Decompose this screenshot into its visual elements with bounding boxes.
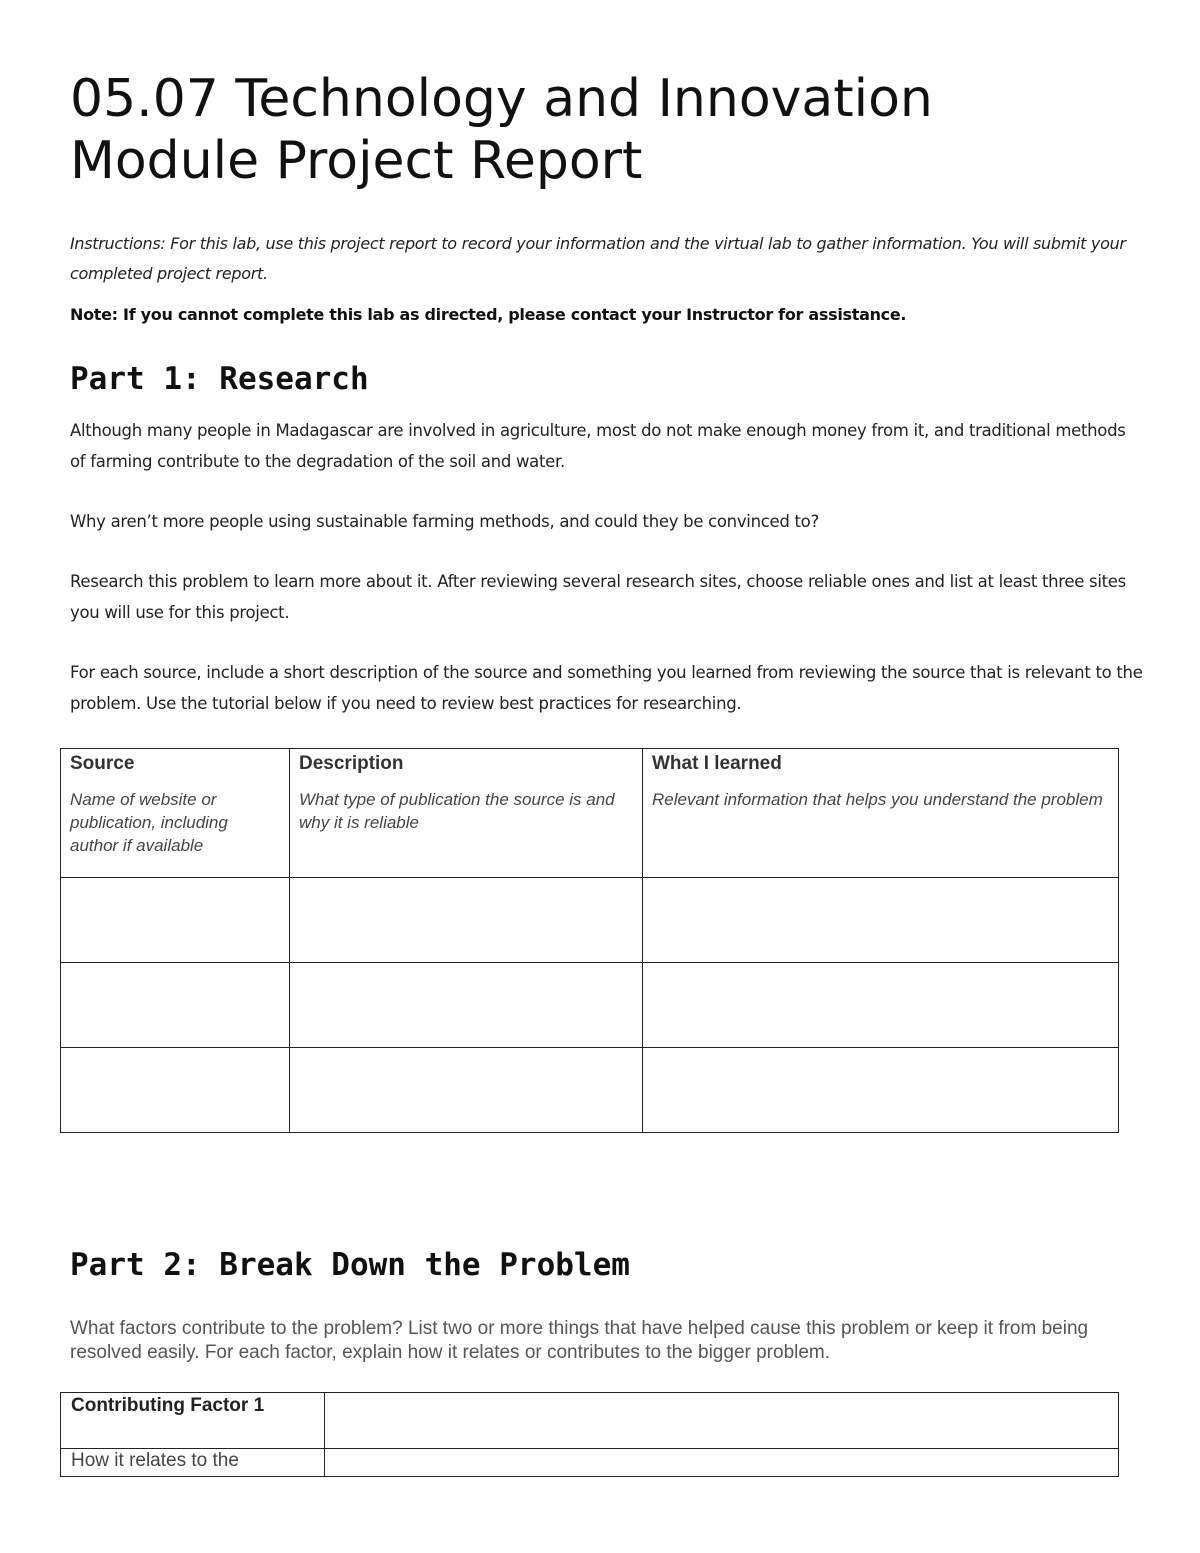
contributing-factor-label: Contributing Factor 1 xyxy=(71,1395,265,1416)
description-header-label: Description xyxy=(299,753,404,774)
description-cell[interactable] xyxy=(290,878,643,963)
table-row xyxy=(61,878,1119,963)
relates-answer-cell[interactable] xyxy=(325,1449,1119,1477)
source-header-hint: Name of website or publication, including author if available xyxy=(70,790,228,855)
description-header-hint: What type of publication the source is and why it is reliable xyxy=(299,790,615,832)
table-row xyxy=(61,1449,1119,1477)
instructions-text: Instructions: For this lab, use this project report to record your information and the virtual lab to gather information. You will submit your completed project report. xyxy=(70,234,1126,283)
description-cell[interactable] xyxy=(290,963,643,1048)
table-row xyxy=(61,963,1119,1048)
factor-answer-cell[interactable] xyxy=(325,1393,1119,1449)
learned-cell[interactable] xyxy=(643,1048,1119,1133)
title-line-2: Module Project Report xyxy=(70,131,643,191)
sources-table xyxy=(60,748,1119,1133)
description-cell[interactable] xyxy=(290,1048,643,1133)
learned-header-label: What I learned xyxy=(652,753,782,774)
part1-heading: Part 1: Research xyxy=(70,361,369,397)
table-row xyxy=(61,1393,1119,1449)
page-title xyxy=(70,68,1130,192)
part1-paragraph-3: Research this problem to learn more about it. After reviewing several research sites, choose reliable ones and list at least three sites you will use for this project. xyxy=(70,572,1126,622)
learned-column-header xyxy=(643,749,1119,878)
title-line-1: 05.07 Technology and Innovation xyxy=(70,69,933,129)
part1-paragraph-2: Why aren’t more people using sustainable farming methods, and could they be convinced to? xyxy=(70,512,819,531)
part2-instructions: What factors contribute to the problem? List two or more things that have helped cause this problem or keep it from being resolved easily. For each factor, explain how it relates or contributes to the bigger problem. xyxy=(70,1318,1089,1363)
source-cell[interactable] xyxy=(61,1048,290,1133)
source-column-header xyxy=(61,749,290,878)
source-cell[interactable] xyxy=(61,963,290,1048)
part1-paragraph-1: Although many people in Madagascar are involved in agriculture, most do not make enough money from it, and traditional methods of farming contribute to the degradation of the soil and water. xyxy=(70,421,1126,471)
part1-paragraph-4: For each source, include a short description of the source and something you learned from reviewing the source that is relevant to the problem. Use the tutorial below if you need to review best practices for researching. xyxy=(70,663,1143,713)
factors-table xyxy=(60,1392,1119,1477)
description-column-header xyxy=(290,749,643,878)
learned-cell[interactable] xyxy=(643,878,1119,963)
sources-table-header-row xyxy=(61,749,1119,878)
relates-label: How it relates to the xyxy=(71,1450,239,1471)
source-cell[interactable] xyxy=(61,878,290,963)
learned-cell[interactable] xyxy=(643,963,1119,1048)
table-row xyxy=(61,1048,1119,1133)
relates-label-cell xyxy=(61,1449,325,1477)
factor-label-cell xyxy=(61,1393,325,1449)
source-header-label: Source xyxy=(70,753,135,774)
part2-heading: Part 2: Break Down the Problem xyxy=(70,1247,630,1283)
note-text: Note: If you cannot complete this lab as directed, please contact your Instructor for assistance. xyxy=(70,305,907,324)
learned-header-hint: Relevant information that helps you understand the problem xyxy=(652,790,1103,809)
